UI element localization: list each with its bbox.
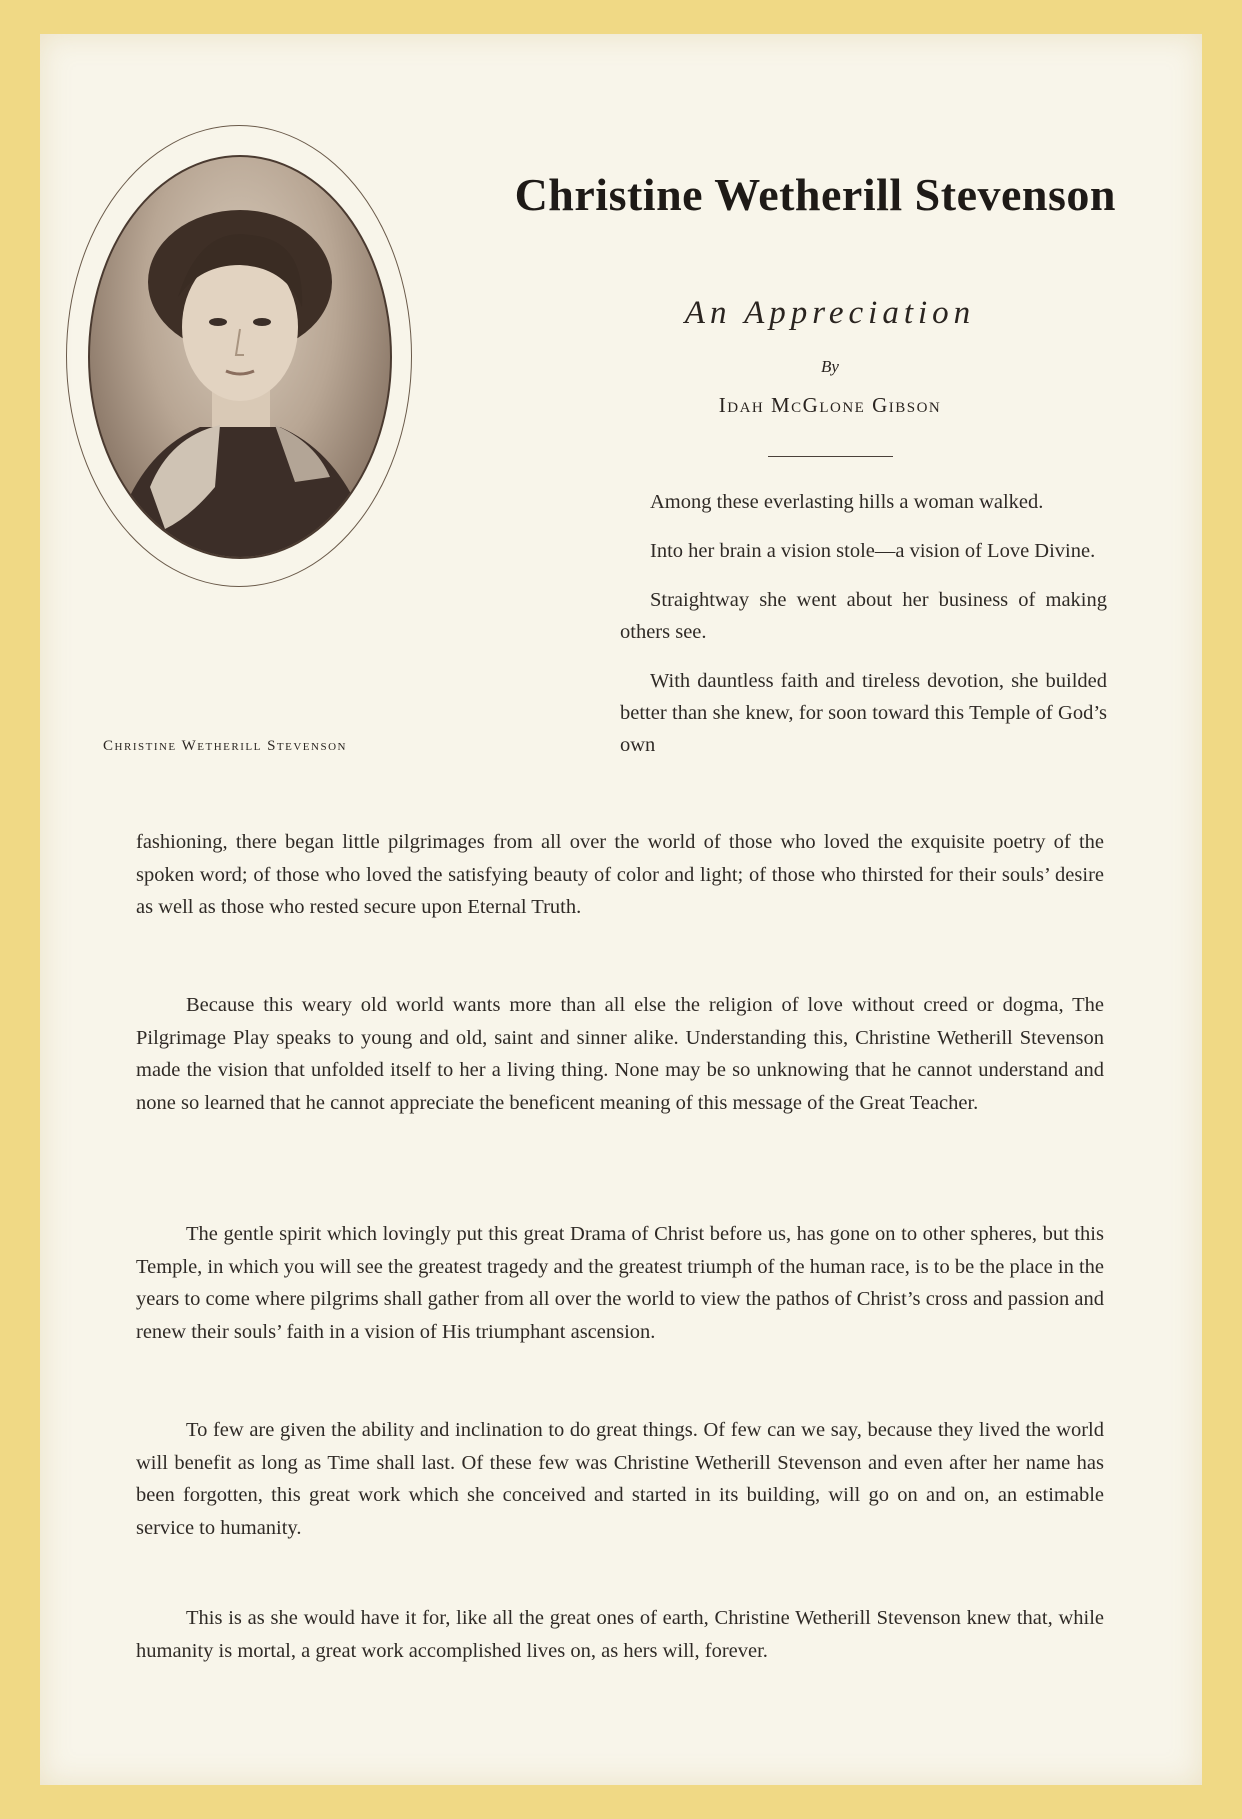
paragraph: Among these everlasting hills a woman walked.	[650, 491, 1044, 513]
paragraph: The gentle spirit which lovingly put this great Drama of Christ before us, has gone on to other spheres, but this Temple, in which you will see the greatest tragedy and the greatest triumph of the human race, is to be the place in the years to come where pilgrims shall gather from all over the world to view the pathos of Christ’s cross and passion and renew their souls’ faith in a vision of His triumphant ascension.	[136, 1223, 1105, 1343]
paragraph: To few are given the ability and inclination to do great things. Of few can we say, because they lived the world will benefit as long as Time shall last. Of these few was Christine Wetherill Stevenson and even after her name has been forgotten, this great work which she conceived and started in its building, will go on and on, an estimable service to humanity.	[136, 1419, 1104, 1539]
paragraph: This is as she would have it for, like all the great ones of earth, Christine Wetherill Stevenson knew that, while humanity is mortal, a great work accomplished lives on, as hers will, forever.	[136, 1607, 1104, 1662]
body-paragraph-4	[136, 1602, 1104, 1667]
portrait-frame	[88, 155, 388, 555]
body-paragraph-1	[136, 989, 1104, 1119]
author-name: Idah McGlone Gibson	[718, 393, 942, 417]
paragraph: Straightway she went about her business of making others see.	[620, 589, 1107, 643]
article-subtitle: An Appreciation	[684, 295, 976, 331]
divider	[768, 456, 893, 457]
paragraph: Into her brain a vision stole—a vision of Love Divine.	[650, 540, 1096, 562]
byline-label: By	[821, 357, 839, 376]
paragraph-continuation	[136, 826, 1104, 924]
paragraph: Because this weary old world wants more than all else the religion of love without creed or dogma, The Pilgrimage Play speaks to young and old, saint and sinner alike. Understanding this, Christine Wetherill Stevenson made the vision that unfolded itself to her a living thing. None may be so unknowing that he cannot understand and none so learned that he cannot appreciate the beneficent meaning of this message of the Great Teacher.	[136, 994, 1104, 1114]
portrait-image	[90, 157, 390, 557]
portrait-photo	[88, 155, 392, 559]
portrait-caption: Christine Wetherill Stevenson	[103, 738, 347, 754]
article-title: Christine Wetherill Stevenson	[514, 169, 1116, 220]
body-paragraph-2	[136, 1218, 1104, 1348]
paragraph: With dauntless faith and tireless devotion, she builded better than she knew, for soon toward this Temple of God’s own	[620, 670, 1107, 756]
paragraph: fashioning, there began little pilgrimages from all over the world of those who loved the exquisite poetry of the spoken word; of those who loved the satisfying beauty of color and light; of those who thirsted for their souls’ desire as well as those who rested secure upon Eternal Truth.	[136, 831, 1104, 918]
body-paragraph-3	[136, 1414, 1104, 1544]
right-column-text	[620, 486, 1107, 761]
